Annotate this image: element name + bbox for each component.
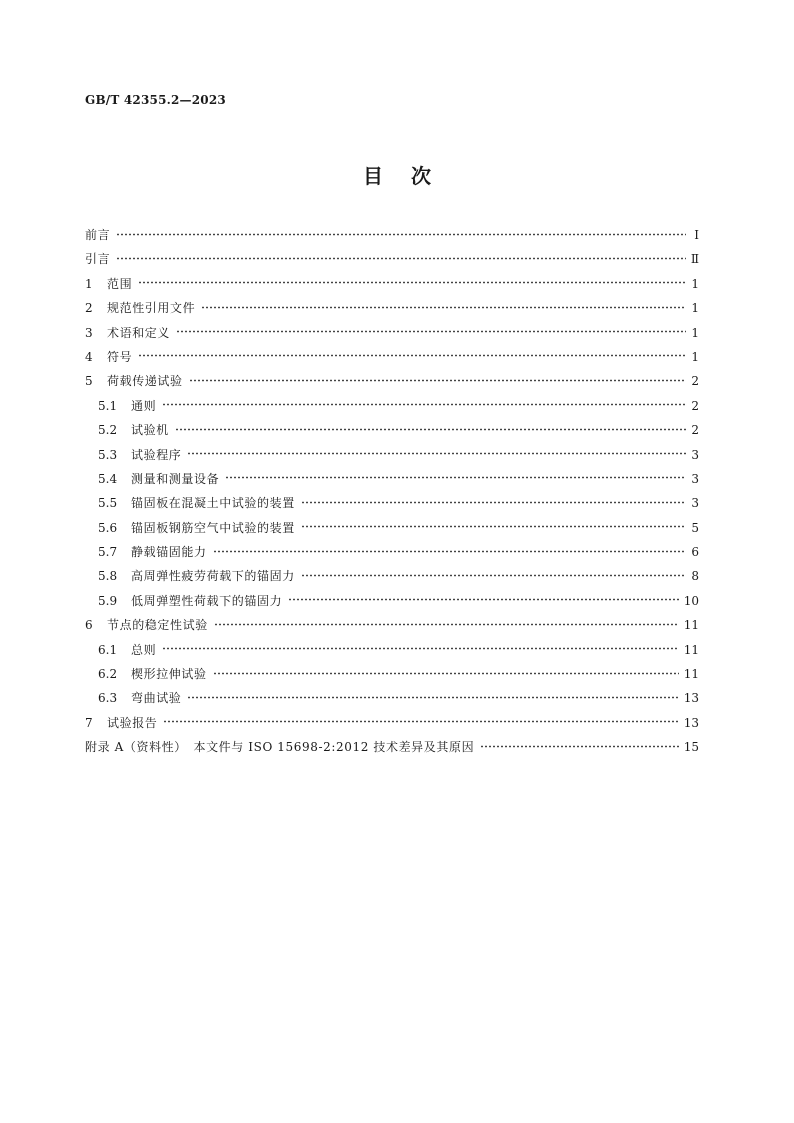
toc-entry-number: 2: [85, 301, 93, 316]
toc-entry-title: 引言: [85, 252, 111, 267]
toc-entry-page: Ⅱ: [690, 252, 699, 267]
toc-entry-page: 13: [683, 691, 699, 706]
dot-leader: [187, 692, 678, 702]
toc-entry-title: 试验报告: [107, 715, 158, 730]
dot-leader: [116, 253, 686, 263]
toc-entry-number: 4: [85, 349, 93, 364]
toc-entry-number: 5.3: [98, 447, 118, 462]
toc-entry-page: 1: [691, 325, 699, 340]
toc-entry-page: 1: [691, 276, 699, 291]
toc-entry-page: 13: [683, 715, 699, 730]
toc-entry-title: 符号: [107, 349, 133, 364]
dot-leader: [189, 375, 686, 385]
toc-entry-page: 3: [691, 471, 699, 486]
toc-entry-title: 附录 A（资料性） 本文件与 ISO 15698-2:2012 技术差异及其原因: [85, 740, 475, 755]
toc-entry-page: 1: [691, 349, 699, 364]
toc-entry-title: 总则: [131, 642, 157, 657]
dot-leader: [138, 351, 686, 361]
toc-entry-title: 锚固板在混凝土中试验的装置: [131, 496, 295, 511]
toc-entry-title: 低周弹塑性荷载下的锚固力: [131, 593, 283, 608]
dot-leader: [175, 424, 686, 434]
toc-entry-page: 3: [691, 496, 699, 511]
toc-entry-title: 弯曲试验: [131, 691, 182, 706]
toc-entry-number: 5.5: [98, 496, 118, 511]
toc-entry-page: 11: [683, 642, 699, 657]
toc-entry[interactable]: [85, 714, 699, 738]
toc-entry[interactable]: [85, 226, 699, 250]
dot-leader: [187, 449, 686, 459]
toc-entry[interactable]: [85, 567, 699, 591]
toc-entry-number: 6.2: [98, 667, 118, 682]
toc-entry-number: 3: [85, 325, 93, 340]
dot-leader: [162, 400, 686, 410]
toc-entry-title: 试验机: [131, 423, 169, 438]
toc-entry-title: 规范性引用文件: [107, 301, 196, 316]
toc-entry-title: 试验程序: [131, 447, 182, 462]
dot-leader: [176, 327, 686, 337]
dot-leader: [162, 644, 679, 654]
dot-leader: [201, 302, 686, 312]
dot-leader: [138, 278, 686, 288]
dot-leader: [225, 473, 686, 483]
toc-entry[interactable]: [85, 738, 699, 762]
toc-entry-page: 10: [683, 593, 699, 608]
toc-entry-title: 静载锚固能力: [131, 545, 207, 560]
toc-entry[interactable]: [85, 641, 699, 665]
dot-leader: [301, 522, 686, 532]
toc-entry[interactable]: [85, 689, 699, 713]
toc-entry[interactable]: [85, 543, 699, 567]
toc-entry-page: 2: [691, 374, 699, 389]
table-of-contents: [85, 226, 699, 763]
toc-entry[interactable]: [85, 299, 699, 323]
toc-entry[interactable]: [85, 470, 699, 494]
document-code: GB/T 42355.2—2023: [85, 93, 226, 107]
toc-entry-title: 范围: [107, 276, 133, 291]
toc-entry-title: 节点的稳定性试验: [107, 618, 208, 633]
toc-entry-number: 5.6: [98, 520, 118, 535]
toc-entry-number: 6: [85, 618, 93, 633]
toc-entry[interactable]: [85, 275, 699, 299]
toc-entry-title: 前言: [85, 228, 111, 242]
toc-entry-number: 7: [85, 715, 93, 730]
toc-entry-title: 锚固板钢筋空气中试验的装置: [131, 520, 295, 535]
dot-leader: [301, 497, 686, 507]
dot-leader: [214, 619, 679, 629]
toc-entry[interactable]: [85, 324, 699, 348]
toc-entry-number: 5.1: [98, 398, 118, 413]
dot-leader: [213, 546, 686, 556]
dot-leader: [163, 717, 678, 727]
toc-entry-number: 5.9: [98, 593, 118, 608]
toc-title: 目次: [363, 164, 459, 188]
toc-entry[interactable]: [85, 397, 699, 421]
toc-entry[interactable]: [85, 250, 699, 274]
toc-entry-number: 5.4: [98, 471, 118, 486]
dot-leader: [301, 570, 686, 580]
toc-entry-number: 5.2: [98, 423, 118, 438]
toc-entry[interactable]: [85, 348, 699, 372]
toc-entry-title: 测量和测量设备: [131, 471, 220, 486]
dot-leader: [480, 741, 679, 751]
toc-entry[interactable]: [85, 616, 699, 640]
toc-entry-number: 5.8: [98, 569, 118, 584]
toc-entry[interactable]: [85, 421, 699, 445]
toc-entry[interactable]: [85, 446, 699, 470]
toc-entry-page: 1: [691, 301, 699, 316]
toc-entry-title: 通则: [131, 398, 157, 413]
toc-entry-page: 11: [683, 618, 699, 633]
toc-entry-page: 5: [691, 520, 699, 535]
toc-entry[interactable]: [85, 494, 699, 518]
toc-entry-page: 11: [683, 667, 699, 682]
toc-entry-number: 1: [85, 276, 93, 291]
toc-entry-page: 15: [683, 740, 699, 755]
toc-entry[interactable]: [85, 519, 699, 543]
toc-entry[interactable]: [85, 372, 699, 396]
dot-leader: [116, 229, 686, 239]
toc-entry-number: 6.1: [98, 642, 118, 657]
toc-entry-number: 6.3: [98, 691, 118, 706]
toc-entry-page: 2: [691, 398, 699, 413]
dot-leader: [288, 595, 679, 605]
toc-entry-page: 8: [691, 569, 699, 584]
toc-entry-number: 5.7: [98, 545, 118, 560]
toc-entry-title: 高周弹性疲劳荷载下的锚固力: [131, 569, 295, 584]
dot-leader: [213, 668, 679, 678]
toc-entry-title: 楔形拉伸试验: [131, 667, 207, 682]
toc-entry-title: 术语和定义: [107, 325, 171, 340]
toc-entry-page: 6: [691, 545, 699, 560]
toc-entry-number: 5: [85, 374, 93, 389]
toc-entry-title: 荷载传递试验: [107, 374, 183, 389]
toc-entry-page: 2: [691, 423, 699, 438]
toc-entry-page: Ⅰ: [694, 228, 699, 242]
toc-entry[interactable]: [85, 592, 699, 616]
toc-entry[interactable]: [85, 665, 699, 689]
toc-entry-page: 3: [691, 447, 699, 462]
